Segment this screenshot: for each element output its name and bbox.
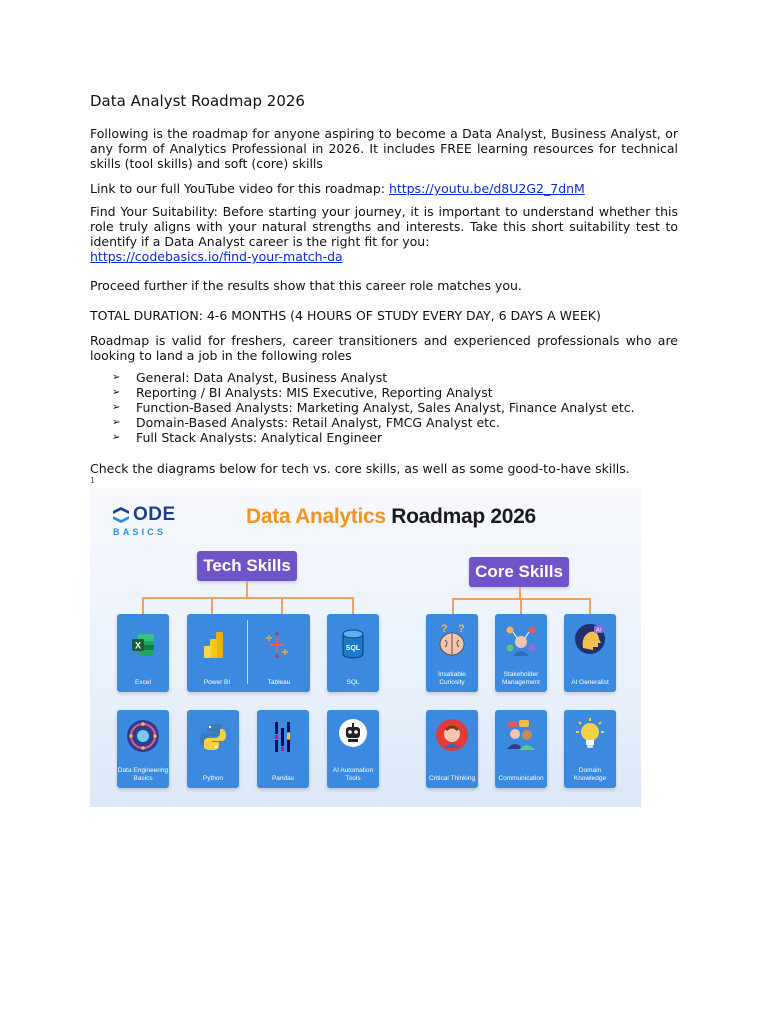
skill-card-curiosity — [426, 614, 478, 692]
communication-icon — [504, 719, 538, 751]
video-label: Link to our full YouTube video for this roadmap: — [90, 181, 389, 196]
role-text: General: Data Analyst, Business Analyst — [136, 370, 388, 385]
svg-text:?: ? — [441, 623, 448, 635]
skill-label: Excel — [135, 679, 151, 686]
logo-subtext: BASICS — [113, 527, 167, 537]
connector — [246, 581, 248, 597]
suitability-text: Find Your Suitability: Before starting your journey, it is important to understand whether this role truly aligns with your natural strengths and interests. Take this short suitability test to identify if a Data Analyst career is the right fit for you: — [90, 204, 678, 249]
connector — [281, 597, 283, 614]
skill-label: AI Automation Tools — [332, 767, 374, 782]
arrow-bullet-icon: ➢ — [112, 387, 121, 398]
connector — [452, 598, 454, 614]
intro-paragraph: Following is the roadmap for anyone aspiring to become a Data Analyst, Business Analyst, or any form of Analytics Professional in 2026. It includes FREE learning resources for technical skills (tool skills) and soft (core) skills — [90, 126, 678, 171]
svg-text:X: X — [134, 640, 142, 651]
skill-card-excel — [117, 614, 169, 692]
skill-card-pandas — [257, 710, 309, 788]
connector — [589, 598, 591, 614]
tech-skills-heading: Tech Skills — [197, 551, 297, 581]
skill-label: Data Engineering Basics — [117, 767, 169, 782]
list-item — [112, 400, 635, 415]
divider — [247, 620, 248, 684]
role-text: Full Stack Analysts: Analytical Engineer — [136, 430, 383, 445]
list-item — [112, 370, 635, 385]
codebasics-logo-icon — [112, 506, 130, 524]
skill-label: Tableau — [267, 679, 291, 686]
video-link[interactable]: https://youtu.be/d8U2G2_7dnM — [388, 181, 585, 196]
skill-label: Power BI — [203, 679, 231, 686]
video-line — [90, 181, 678, 196]
connector — [352, 597, 354, 614]
duration-text: TOTAL DURATION: 4-6 MONTHS (4 HOURS OF STUDY EVERY DAY, 6 DAYS A WEEK) — [90, 308, 601, 323]
svg-text:?: ? — [458, 623, 465, 635]
connector — [520, 598, 522, 614]
skill-card-stakeholder — [495, 614, 547, 692]
skill-label: Domain Knowledge — [573, 767, 607, 782]
pandas-icon — [272, 720, 294, 754]
arrow-bullet-icon: ➢ — [112, 372, 121, 383]
list-item — [112, 415, 635, 430]
skill-label: Pandas — [271, 775, 295, 782]
svg-text:SQL: SQL — [345, 645, 361, 652]
connector — [211, 597, 213, 614]
skill-card-ai-automation — [327, 710, 379, 788]
stakeholder-icon — [504, 622, 538, 658]
ai-automation-icon — [338, 718, 368, 748]
suitability-link[interactable]: https://codebasics.io/find-your-match-da — [90, 249, 343, 264]
skill-label: Insatiable Curiosity — [438, 671, 466, 686]
core-skills-heading: Core Skills — [469, 557, 569, 587]
roles-intro: Roadmap is valid for freshers, career transitioners and experienced professionals who are looking to land a job in the following roles — [90, 333, 678, 363]
arrow-bullet-icon: ➢ — [112, 417, 121, 428]
connector — [142, 597, 144, 614]
skill-card-data-engineering — [117, 710, 169, 788]
python-icon — [198, 722, 228, 752]
roles-list — [112, 370, 635, 445]
infographic-title — [246, 505, 536, 529]
skill-label: Critical Thinking — [428, 775, 476, 782]
logo-text: ODE — [133, 504, 176, 525]
skill-card-ai-generalist — [564, 614, 616, 692]
svg-text:AI: AI — [596, 627, 601, 634]
database-icon — [341, 629, 365, 659]
skill-label: Communication — [498, 775, 544, 782]
page-mark: 1 — [90, 476, 96, 485]
skill-card-sql — [327, 614, 379, 692]
tableau-icon — [264, 632, 290, 658]
skill-label: AI Generalist — [571, 679, 609, 686]
diagram-intro: Check the diagrams below for tech vs. core skills, as well as some good-to-have skills. — [90, 461, 630, 476]
skill-label: Python — [202, 775, 224, 782]
data-engineering-icon — [126, 719, 160, 753]
skill-label: SQL — [346, 679, 360, 686]
skill-label: Stakeholder Management — [502, 671, 540, 686]
skill-card-domain-knowledge — [564, 710, 616, 788]
skill-card-critical-thinking — [426, 710, 478, 788]
arrow-bullet-icon: ➢ — [112, 402, 121, 413]
excel-icon — [130, 632, 156, 658]
arrow-bullet-icon: ➢ — [112, 432, 121, 443]
infographic-title-main: Roadmap 2026 — [385, 505, 536, 528]
role-text: Reporting / BI Analysts: MIS Executive, Reporting Analyst — [136, 385, 493, 400]
ai-head-icon — [573, 622, 607, 656]
document-title: Data Analyst Roadmap 2026 — [90, 92, 305, 110]
lightbulb-icon — [573, 718, 607, 752]
role-text: Function-Based Analysts: Marketing Analyst, Sales Analyst, Finance Analyst etc. — [136, 400, 635, 415]
skill-card-powerbi-tableau — [187, 614, 310, 692]
list-item — [112, 385, 635, 400]
role-text: Domain-Based Analysts: Retail Analyst, FMCG Analyst etc. — [136, 415, 500, 430]
proceed-text: Proceed further if the results show that this career role matches you. — [90, 278, 522, 293]
brain-question-icon — [435, 622, 469, 658]
skill-card-python — [187, 710, 239, 788]
suitability-paragraph — [90, 204, 678, 264]
roadmap-infographic — [90, 488, 641, 807]
critical-thinking-icon — [435, 718, 469, 752]
infographic-title-accent: Data Analytics — [246, 505, 386, 528]
skill-card-communication — [495, 710, 547, 788]
powerbi-icon — [203, 630, 225, 660]
connector — [142, 597, 354, 599]
list-item — [112, 430, 635, 445]
connector — [519, 587, 521, 598]
